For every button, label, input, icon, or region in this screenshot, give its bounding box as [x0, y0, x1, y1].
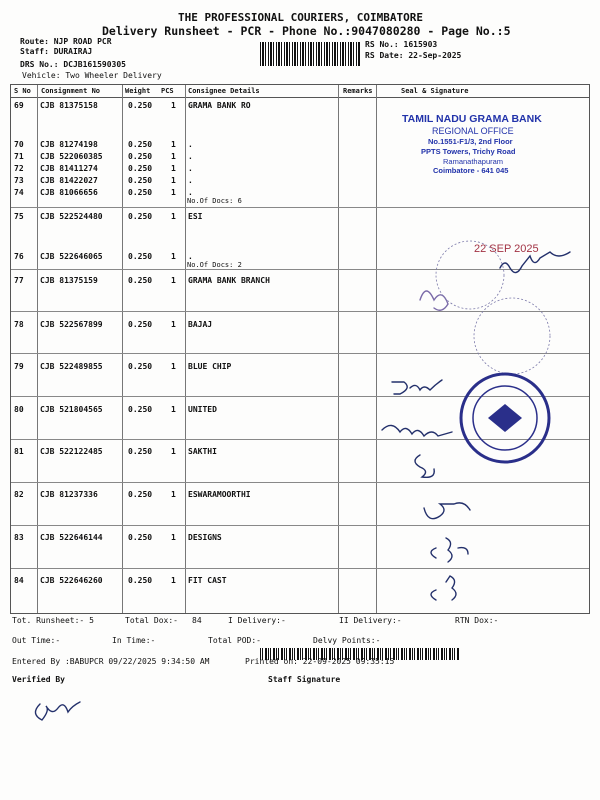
table-cell-wt: 0.250 [128, 188, 153, 197]
table-cell-sno: 78 [14, 320, 24, 329]
table-cell-pcs: 1 [171, 101, 176, 110]
printed-on: Printed on: 22-09-2025 09:35:15 [245, 657, 395, 666]
table-cell-wt: 0.250 [128, 276, 153, 285]
table-cell-cn: CJB 81237336 [40, 490, 98, 499]
table-cell-cn: CJB 81422027 [40, 176, 98, 185]
in-time: In Time:- [112, 636, 156, 645]
table-cell-wt: 0.250 [128, 101, 153, 110]
signature-row76 [500, 252, 570, 273]
table-cell-wt: 0.250 [128, 152, 153, 161]
col-sno: S No [14, 87, 31, 95]
table-cell-sno: 79 [14, 362, 24, 371]
bank-stamp-line2: REGIONAL OFFICE [432, 126, 514, 136]
table-cell-cn: CJB 522646065 [40, 252, 103, 261]
table-cell-name: GRAMA BANK BRANCH [188, 276, 270, 285]
staff-label: Staff: DURAIRAJ [20, 47, 93, 56]
table-cell-wt: 0.250 [128, 533, 153, 542]
company-name: THE PROFESSIONAL COURIERS, COIMBATORE [178, 11, 424, 24]
table-cell-cn: CJB 521804565 [40, 405, 103, 414]
table-cell-wt: 0.250 [128, 405, 153, 414]
runsheet-title: Delivery Runsheet - PCR - Phone No.:9047080280 - Page No.:5 [102, 24, 511, 38]
delvy-points: Delvy Points:- [313, 636, 381, 645]
table-cell-pcs: 1 [171, 276, 176, 285]
table-cell-wt: 0.250 [128, 176, 153, 185]
table-cell-sno: 82 [14, 490, 24, 499]
table-cell-name: GRAMA BANK RO [188, 101, 251, 110]
bank-stamp-line5: Ramanathapuram [443, 157, 504, 166]
table-cell-sno: 75 [14, 212, 24, 221]
table-cell-wt: 0.250 [128, 212, 153, 221]
docs-note-2: No.Of Docs: 2 [187, 261, 242, 269]
table-cell-pcs: 1 [171, 320, 176, 329]
bank-stamp-line3: No.1551-F1/3, 2nd Floor [428, 137, 513, 146]
col-weight: Weight [125, 87, 151, 95]
table-cell-pcs: 1 [171, 152, 176, 161]
signature-row81 [415, 455, 434, 477]
table-cell-pcs: 1 [171, 252, 176, 261]
faint-stamp-2 [474, 298, 550, 374]
table-cell-sno: 76 [14, 252, 24, 261]
bank-stamp-line1: TAMIL NADU GRAMA BANK [402, 113, 542, 125]
table-cell-cn: CJB 522646144 [40, 533, 103, 542]
table-cell-cn: CJB 522060385 [40, 152, 103, 161]
ii-delivery: II Delivery:- [339, 616, 402, 625]
table-cell-name: SAKTHI [188, 447, 217, 456]
table-cell-wt: 0.250 [128, 362, 153, 371]
table-cell-name: BLUE CHIP [188, 362, 232, 371]
signature-row82 [424, 503, 470, 519]
table-cell-wt: 0.250 [128, 164, 153, 173]
out-time: Out Time:- [12, 636, 61, 645]
table-cell-cn: CJB 81411274 [40, 164, 98, 173]
table-cell-pcs: 1 [171, 447, 176, 456]
table-cell-wt: 0.250 [128, 320, 153, 329]
date-stamp: 22 SEP 2025 [474, 243, 539, 255]
total-dox-label: Total Dox:- [125, 616, 178, 625]
verified-signature [35, 702, 80, 720]
signature-row79 [392, 380, 442, 394]
vehicle-label: Vehicle: Two Wheeler Delivery [22, 71, 162, 80]
table-cell-pcs: 1 [171, 533, 176, 542]
table-cell-name: ESI [188, 212, 203, 221]
table-cell-sno: 71 [14, 152, 24, 161]
col-remarks: Remarks [343, 87, 373, 95]
table-cell-sno: 70 [14, 140, 24, 149]
staff-signature: Staff Signature [268, 675, 341, 684]
table-cell-pcs: 1 [171, 164, 176, 173]
table-cell-pcs: 1 [171, 188, 176, 197]
table-cell-name: . [188, 188, 193, 197]
table-cell-cn: CJB 81375159 [40, 276, 98, 285]
table-cell-name: ESWARAMOORTHI [188, 490, 251, 499]
col-consignee: Consignee Details [188, 87, 260, 95]
table-cell-wt: 0.250 [128, 490, 153, 499]
table-cell-pcs: 1 [171, 490, 176, 499]
table-cell-name: BAJAJ [188, 320, 213, 329]
i-delivery: I Delivery:- [228, 616, 286, 625]
table-cell-name: . [188, 164, 193, 173]
rtn-dox: RTN Dox:- [455, 616, 499, 625]
table-cell-cn: CJB 522524480 [40, 212, 103, 221]
signature-row84 [431, 576, 456, 600]
table-cell-cn: CJB 522567899 [40, 320, 103, 329]
table-cell-cn: CJB 522489855 [40, 362, 103, 371]
tot-runsheet: Tot. Runsheet:- 5 [12, 616, 94, 625]
col-pcs: PCS [161, 87, 174, 95]
col-seal: Seal & Signature [401, 87, 469, 95]
table-cell-wt: 0.250 [128, 576, 153, 585]
table-cell-wt: 0.250 [128, 140, 153, 149]
table-cell-pcs: 1 [171, 362, 176, 371]
table-cell-name: FIT CAST [188, 576, 227, 585]
table-cell-cn: CJB 81066656 [40, 188, 98, 197]
table-cell-sno: 80 [14, 405, 24, 414]
table-cell-wt: 0.250 [128, 447, 153, 456]
route-label: Route: NJP ROAD PCR [20, 37, 112, 46]
table-cell-sno: 74 [14, 188, 24, 197]
table-cell-wt: 0.250 [128, 252, 153, 261]
bank-stamp-line4: PPTS Towers, Trichy Road [421, 147, 516, 156]
table-cell-sno: 81 [14, 447, 24, 456]
table-cell-name: . [188, 252, 193, 261]
table-cell-cn: CJB 81274198 [40, 140, 98, 149]
table-cell-sno: 69 [14, 101, 24, 110]
table-cell-name: . [188, 152, 193, 161]
table-cell-sno: 83 [14, 533, 24, 542]
table-cell-name: . [188, 176, 193, 185]
entered-by: Entered By :BABUPCR 09/22/2025 9:34:50 AM [12, 657, 210, 666]
table-cell-name: UNITED [188, 405, 217, 414]
table-cell-sno: 84 [14, 576, 24, 585]
table-cell-cn: CJB 81375158 [40, 101, 98, 110]
signature-row77 [420, 291, 448, 310]
drs-number: DRS No.: DCJB161590305 [20, 60, 126, 69]
table-cell-cn: CJB 522646260 [40, 576, 103, 585]
table-cell-name: DESIGNS [188, 533, 222, 542]
table-cell-sno: 73 [14, 176, 24, 185]
col-consignment: Consignment No [41, 87, 101, 95]
table-cell-pcs: 1 [171, 576, 176, 585]
table-cell-pcs: 1 [171, 140, 176, 149]
table-cell-pcs: 1 [171, 405, 176, 414]
table-cell-pcs: 1 [171, 212, 176, 221]
total-pod: Total POD:- [208, 636, 261, 645]
rs-number: RS No.: 1615903 [365, 40, 438, 49]
docs-note-1: No.Of Docs: 6 [187, 197, 242, 205]
table-cell-pcs: 1 [171, 176, 176, 185]
rs-date: RS Date: 22-Sep-2025 [365, 51, 462, 60]
table-cell-cn: CJB 522122485 [40, 447, 103, 456]
table-cell-sno: 77 [14, 276, 24, 285]
table-cell-name: . [188, 140, 193, 149]
total-dox-value: 84 [192, 616, 202, 625]
table-cell-sno: 72 [14, 164, 24, 173]
verified-by: Verified By [12, 675, 65, 684]
bank-stamp-line6: Coimbatore - 641 045 [433, 166, 509, 175]
signature-row80 [382, 425, 452, 436]
signature-row83 [431, 538, 468, 562]
